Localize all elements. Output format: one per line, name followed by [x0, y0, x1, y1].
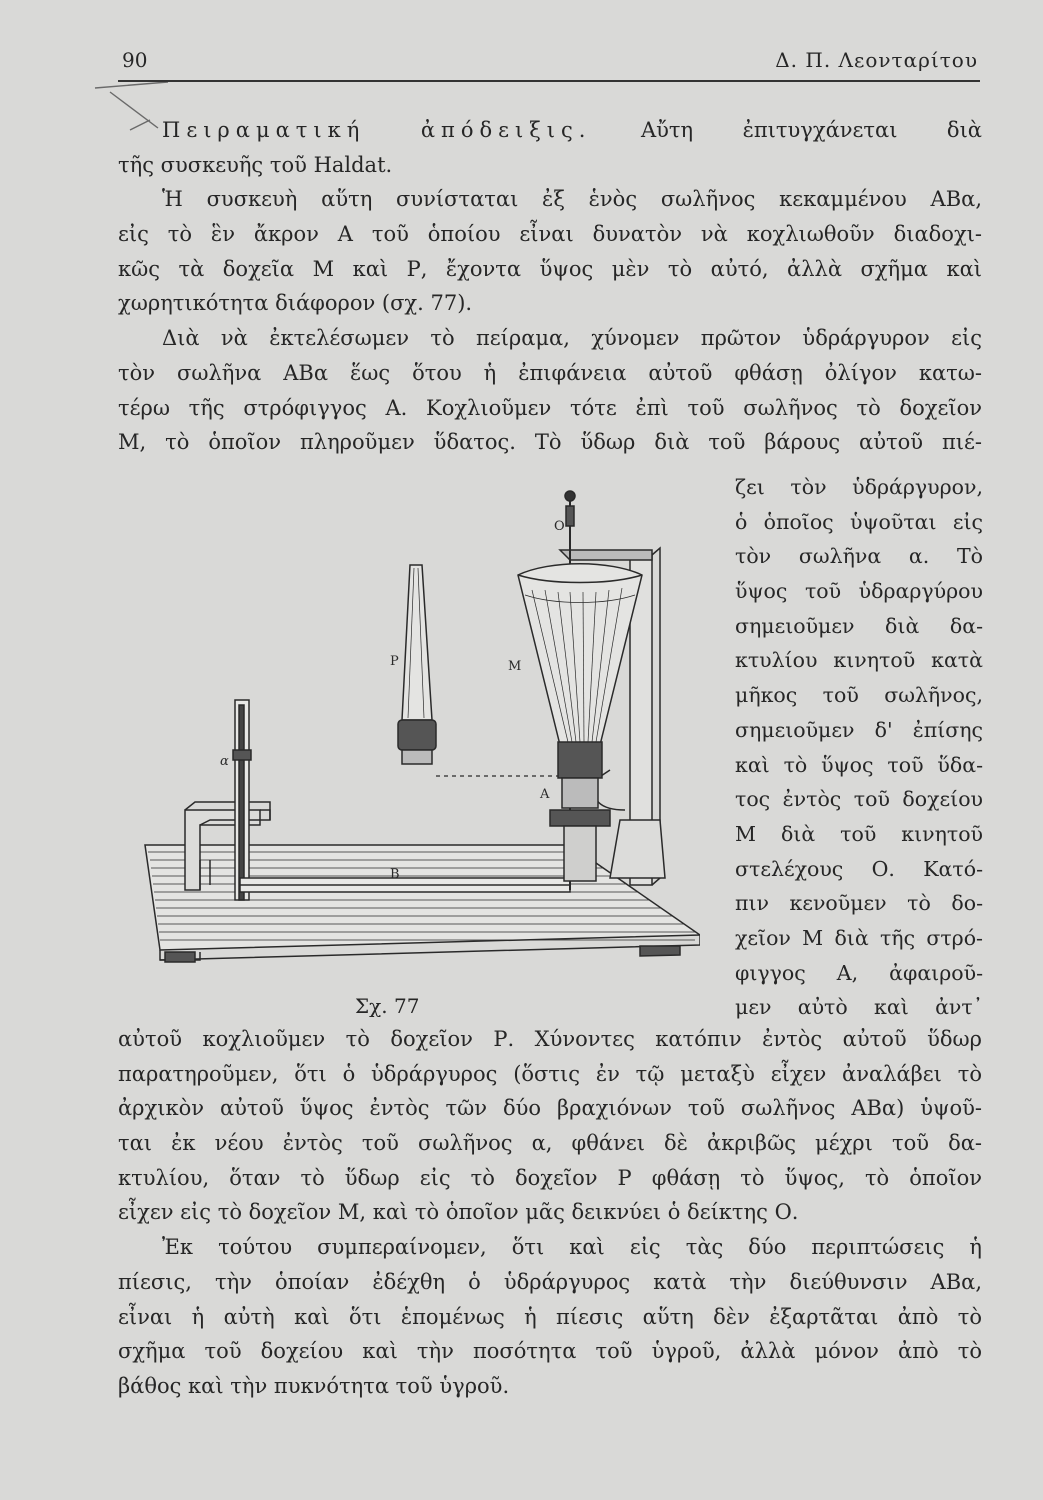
text-line: χωρητικότητα διάφορον (σχ. 77).: [118, 291, 473, 316]
text-line: τος ἐντὸς τοῦ δοχείου: [735, 787, 983, 812]
text-line: Μ διὰ τοῦ κινητοῦ: [735, 821, 983, 846]
label-b: Β: [390, 867, 400, 882]
page-number: 90: [122, 48, 148, 72]
paragraph-block-right-column: [735, 470, 983, 1025]
text-line: εἶναι ἡ αὐτὴ καὶ ὅτι ἑπομένως ἡ πίεσις αὕτη δὲν ἐξαρτᾶται ἀπὸ τὸ: [118, 1304, 982, 1329]
tube-b: [240, 878, 570, 892]
label-a-cap: Α: [540, 787, 550, 802]
paragraph-block-bottom: [118, 1022, 982, 1404]
text-line: παρατηροῦμεν, ὅτι ὁ ὑδράργυρος (ὅστις ἐν τῷ μεταξὺ εἶχεν ἀναλάβει τὸ: [118, 1061, 982, 1086]
text-line: τέρω τῆς στρόφιγγος Α. Κοχλιοῦμεν τότε ἐπὶ τοῦ σωλῆνος τὸ δοχεῖον: [118, 395, 982, 420]
text-line: μεν αὐτὸ καὶ ἀντ᾽: [735, 995, 983, 1020]
label-o: Ο: [554, 519, 565, 534]
text-line: ὕψος τοῦ ὑδραργύρου: [735, 579, 983, 604]
tube-a: [233, 700, 251, 900]
haldat-apparatus-figure: [140, 480, 700, 990]
text-line: τῆς συσκευῆς τοῦ Haldat.: [118, 152, 393, 177]
text-line: μῆκος τοῦ σωλῆνος,: [735, 683, 983, 708]
text-line: ται ἐκ νέου ἐντὸς τοῦ σωλῆνος α, φθάνει δὲ ἀκριβῶς μέχρι τοῦ δα-: [118, 1131, 982, 1156]
text-line: χεῖον Μ διὰ τῆς στρό-: [735, 925, 983, 950]
text-line: κτυλίου κινητοῦ κατὰ: [735, 648, 983, 673]
text-line: πιν κενοῦμεν τὸ δο-: [735, 891, 983, 916]
text-line: εἶχεν εἰς τὸ δοχεῖον Μ, καὶ τὸ ὁποῖον μᾶς δεικνύει ὁ δείκτης Ο.: [118, 1200, 799, 1225]
text-line: σημειοῦμεν δ' ἐπίσης: [735, 717, 983, 742]
text-line: αὐτοῦ κοχλιοῦμεν τὸ δοχεῖον Ρ. Χύνοντες κατόπιν ἐντὸς αὐτοῦ ὕδωρ: [118, 1027, 982, 1051]
page-header: [118, 40, 980, 82]
text-line: Πειραματική ἀπόδειξις. Αὔτη ἐπιτυγχάνεται διὰ: [162, 118, 982, 142]
text-line: τὸν σωλῆνα ΑΒα ἕως ὅτου ἡ ἐπιφάνεια αὐτοῦ φθάσῃ ὀλίγον κατω-: [118, 360, 982, 385]
text-line: φιγγος Α, ἀφαιροῦ-: [735, 960, 983, 985]
vessel-p: [398, 565, 436, 764]
text-line: κῶς τὰ δοχεῖα Μ καὶ Ρ, ἔχοντα ὕψος μὲν τὸ αὐτό, ἀλλὰ σχῆμα καὶ: [118, 256, 982, 281]
text-line: Μ, τὸ ὁποῖον πληροῦμεν ὕδατος. Τὸ ὕδωρ διὰ τοῦ βάρους αὐτοῦ πιέ-: [118, 430, 982, 455]
text-line: ἀρχικὸν αὐτοῦ ὕψος ἐντὸς τῶν δύο βραχιόνων τοῦ σωλῆνος ΑΒα) ὑψοῦ-: [118, 1096, 982, 1121]
text-line: ζει τὸν ὑδράργυρον,: [735, 475, 983, 499]
text-line: βάθος καὶ τὴν πυκνότητα τοῦ ὑγροῦ.: [118, 1373, 510, 1398]
text-line: σημειοῦμεν διὰ δα-: [735, 613, 983, 638]
text-line: κτυλίου, ὅταν τὸ ὕδωρ εἰς τὸ δοχεῖον Ρ φθάσῃ τὸ ὕψος, τὸ ὁποῖον: [118, 1165, 982, 1190]
text-line: καὶ τὸ ὕψος τοῦ ὕδα-: [735, 752, 983, 777]
paragraph-block-top: [118, 113, 982, 460]
text-line: πίεσις, τὴν ὁποίαν ἐδέχθη ὁ ὑδράργυρος κατὰ τὴν διεύθυνσιν ΑΒα,: [118, 1269, 982, 1294]
label-a-small: α: [220, 754, 229, 769]
text-line: στελέχους Ο. Κατό-: [735, 856, 983, 881]
text-line: ὁ ὁποῖος ὑψοῦται εἰς: [735, 509, 983, 534]
text-line: Ἐκ τούτου συμπεραίνομεν, ὅτι καὶ εἰς τὰς δύο περιπτώσεις ἡ: [162, 1235, 982, 1260]
label-p: Ρ: [390, 654, 399, 669]
section-emphasis: Πειραματική ἀπόδειξις.: [162, 118, 592, 142]
text-line: σχῆμα τοῦ δοχείου καὶ τὴν ποσότητα τοῦ ὑγροῦ, ἀλλὰ μόνον ἀπὸ τὸ: [118, 1339, 982, 1364]
label-m: Μ: [508, 659, 522, 674]
figure-caption: Σχ. 77: [355, 994, 420, 1018]
text-line: Διὰ νὰ ἐκτελέσωμεν τὸ πείραμα, χύνομεν πρῶτον ὑδράργυρον εἰς: [162, 326, 982, 351]
text-line: Ἡ συσκευὴ αὕτη συνίσταται ἐξ ἑνὸς σωλῆνος κεκαμμένου ΑΒα,: [162, 187, 982, 212]
text-line: τὸν σωλῆνα α. Τὸ: [735, 544, 983, 569]
text-line: εἰς τὸ ἓν ἄκρον Α τοῦ ὁποίου εἶναι δυνατὸν νὰ κοχλιωθοῦν διαδοχι-: [118, 222, 982, 247]
running-head: Δ. Π. Λεονταρίτου: [775, 48, 978, 72]
